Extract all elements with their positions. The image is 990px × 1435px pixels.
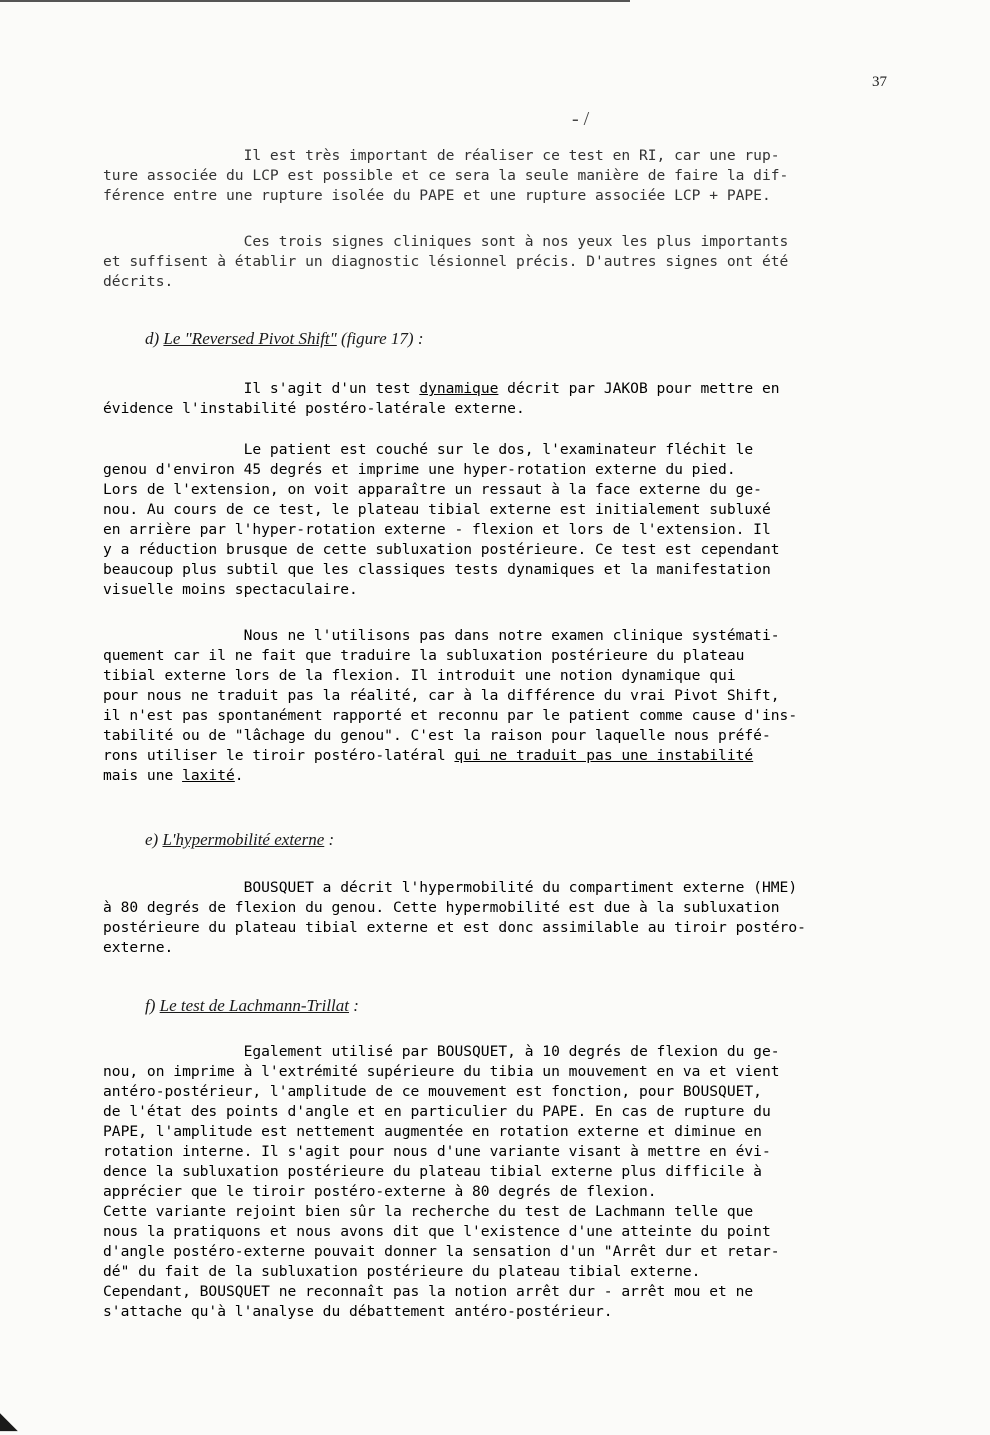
paragraph-text — [103, 379, 935, 419]
text-run: Il s'agit d'un test — [103, 380, 420, 397]
heading-hypermobilite-externe — [145, 830, 334, 850]
heading-title: Le test de Lachmann-Trillat — [159, 996, 350, 1015]
paragraph-ri-test — [103, 146, 935, 206]
paragraph-text: Le patient est couché sur le dos, l'examinateur fléchit le genou d'environ 45 degrés et imprime une hyper-rotation externe du pied. Lors de l'extension, on voit apparaître un ressaut à la face externe du ge- nou. Au cours de ce test, le plateau tibial externe est initialement subluxé en arrière par l'hyper-rotation externe - flexion et lors de l'extension. Il y a réduction brusque de cette subluxation postérieure. Ce test est cependant beaucoup plus subtil que les classiques tests dynamiques et la manifestation visuelle moins spectaculaire. — [103, 441, 780, 598]
corner-mark: ◣ — [0, 1408, 17, 1433]
heading-title: L'hypermobilité externe — [162, 830, 325, 849]
paragraph-lachmann-variant — [103, 1042, 935, 1322]
heading-prefix: d) — [145, 329, 164, 348]
heading-prefix: f) — [145, 996, 160, 1015]
check-mark: - / — [572, 108, 590, 130]
paragraph-not-systematic — [103, 626, 935, 786]
paragraph-text: BOUSQUET a décrit l'hypermobilité du compartiment externe (HME) à 80 degrés de flexion du genou. Cette hypermobilité est due à la subluxation postérieure du plateau tibial externe et est donc assimilable au tiroir postéro- externe. — [103, 879, 806, 956]
heading-suffix: (figure 17) : — [336, 329, 424, 348]
paragraph-text: Egalement utilisé par BOUSQUET, à 10 degrés de flexion du ge- nou, on imprime à l'extrémité supérieure du tibia un mouvement en va et vient antéro-postérieur, l'amplitude de ce mouvement est fonction, pour BOUSQUET, de l'état des points d'angle et en particulier du PAPE. En cas de rupture du PAPE, l'amplitude est nettement augmentée en rotation externe et diminue en rotation interne. Il s'agit pour nous d'une variante visant à mettre en évi- dence la subluxation postérieure du plateau tibial externe plus difficile à apprécier que le tiroir postéro-externe à 80 degrés de flexion. Cette variante rejoint bien sûr la recherche du test de Lachmann telle que nous la pratiquons et nous avons dit que l'existence d'une atteinte du point d'angle postéro-externe pouvait donner la sensation d'un "Arrêt dur et retar- dé" du fait de la subluxation postérieure du plateau tibial externe. Cependant, BOUSQUET ne reconnaît pas la notion arrêt dur - arrêt mou et ne s'attache qu'à l'analyse du débattement antéro-postérieur. — [103, 1043, 780, 1320]
heading-prefix: e) — [145, 830, 163, 849]
paragraph-text: Il est très important de réaliser ce test en RI, car une rup- ture associée du LCP est possible et ce sera la seule manière de faire la dif- férence entre une rupture isolée du PAPE et une rupture associée LCP + PAPE. — [103, 147, 789, 204]
paragraph-bousquet-hme — [103, 878, 935, 958]
heading-lachmann-trillat — [145, 996, 359, 1016]
heading-reversed-pivot-shift — [145, 329, 424, 349]
paragraph-text: Ces trois signes cliniques sont à nos yeux les plus importants et suffisent à établir un diagnostic lésionnel précis. D'autres signes ont été décrits. — [103, 233, 789, 290]
heading-title: Le "Reversed Pivot Shift" — [163, 329, 337, 348]
top-scan-line — [0, 0, 630, 2]
underlined-phrase: qui ne traduit pas une instabilité — [454, 747, 754, 764]
text-run: mais une — [103, 767, 174, 784]
paragraph-jakob-test — [103, 379, 935, 419]
page-number: 37 — [872, 74, 887, 90]
underlined-term: laxité — [182, 767, 235, 784]
paragraph-patient-position — [103, 440, 935, 600]
text-run: décrit par JAKOB pour mettre en évidence l'instabilité postéro-latérale externe. — [103, 380, 780, 417]
heading-suffix: : — [324, 830, 335, 849]
text-run: . — [234, 767, 244, 784]
paragraph-text — [103, 626, 935, 786]
heading-suffix: : — [349, 996, 359, 1015]
underlined-term: dynamique — [419, 380, 499, 397]
text-run: Nous ne l'utilisons pas dans notre examen clinique systémati- quement car il ne fait que traduire la subluxation postérieure du plateau tibial externe lors de la flexion. Il introduit une notion dynamique qui pour nous ne traduit pas la réalité, car à la différence du vrai Pivot Shift, il n'est pas spontanément rapporté et reconnu par le patient comme cause d'ins- tabilité ou de "lâchage du genou". C'est la raison pour laquelle nous préfé- rons utiliser le tiroir postéro-latéral — [103, 627, 798, 764]
paragraph-three-signs — [103, 232, 935, 292]
